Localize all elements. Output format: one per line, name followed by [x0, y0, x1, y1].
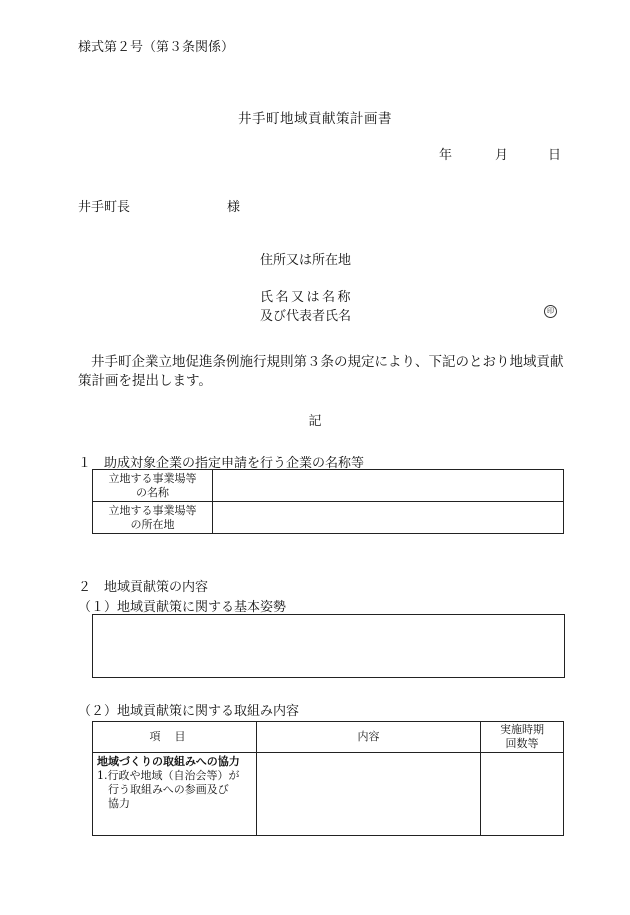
column-header-item: 項目 — [93, 722, 257, 753]
section2-2-title: （２）地域貢献策に関する取組み内容 — [78, 704, 300, 719]
seal-mark: 印 — [544, 305, 557, 318]
addressee: 井手町長 — [78, 200, 131, 215]
ki-heading: 記 — [308, 414, 322, 429]
column-header-content: 内容 — [257, 722, 481, 753]
table-row — [93, 502, 564, 534]
content-field[interactable] — [257, 753, 481, 836]
date-year-label: 年 — [439, 148, 453, 163]
business-location-field[interactable] — [213, 502, 564, 534]
item-detail: 1.行政や地域（自治会等）が 行う取組みへの参画及び 協力 — [97, 769, 240, 810]
timing-field[interactable] — [481, 753, 564, 836]
initiatives-table — [92, 721, 564, 836]
section1-title: １ 助成対象企業の指定申請を行う企業の名称等 — [78, 456, 365, 471]
body-paragraph: 井手町企業立地促進条例施行規則第３条の規定により、下記のとおり地域貢献策計画を提出します。 — [78, 354, 564, 389]
date-month-label: 月 — [495, 148, 509, 163]
date-day-label: 日 — [548, 148, 562, 163]
section2-title: ２ 地域貢献策の内容 — [78, 580, 209, 595]
table-row — [93, 753, 564, 836]
form-number: 様式第２号（第３条関係） — [78, 40, 235, 55]
section1-table — [92, 469, 564, 534]
item-heading: 地域づくりの取組みへの協力 — [97, 755, 240, 768]
applicant-address-label: 住所又は所在地 — [260, 253, 352, 268]
business-name-label: 立地する事業場等 の名称 — [93, 470, 213, 502]
applicant-name-label: 氏名又は名称 — [260, 290, 354, 305]
document-title: 井手町地域貢献策計画書 — [238, 111, 392, 127]
table-row — [93, 470, 564, 502]
business-name-field[interactable] — [213, 470, 564, 502]
item-cell — [93, 753, 257, 836]
table-header-row — [93, 722, 564, 753]
addressee-honorific: 様 — [227, 200, 241, 215]
section2-1-title: （１）地域貢献策に関する基本姿勢 — [78, 600, 287, 615]
applicant-representative-label: 及び代表者氏名 — [260, 309, 352, 324]
business-location-label: 立地する事業場等 の所在地 — [93, 502, 213, 534]
column-header-timing: 実施時期 回数等 — [481, 722, 564, 753]
basic-stance-field[interactable] — [92, 614, 565, 678]
